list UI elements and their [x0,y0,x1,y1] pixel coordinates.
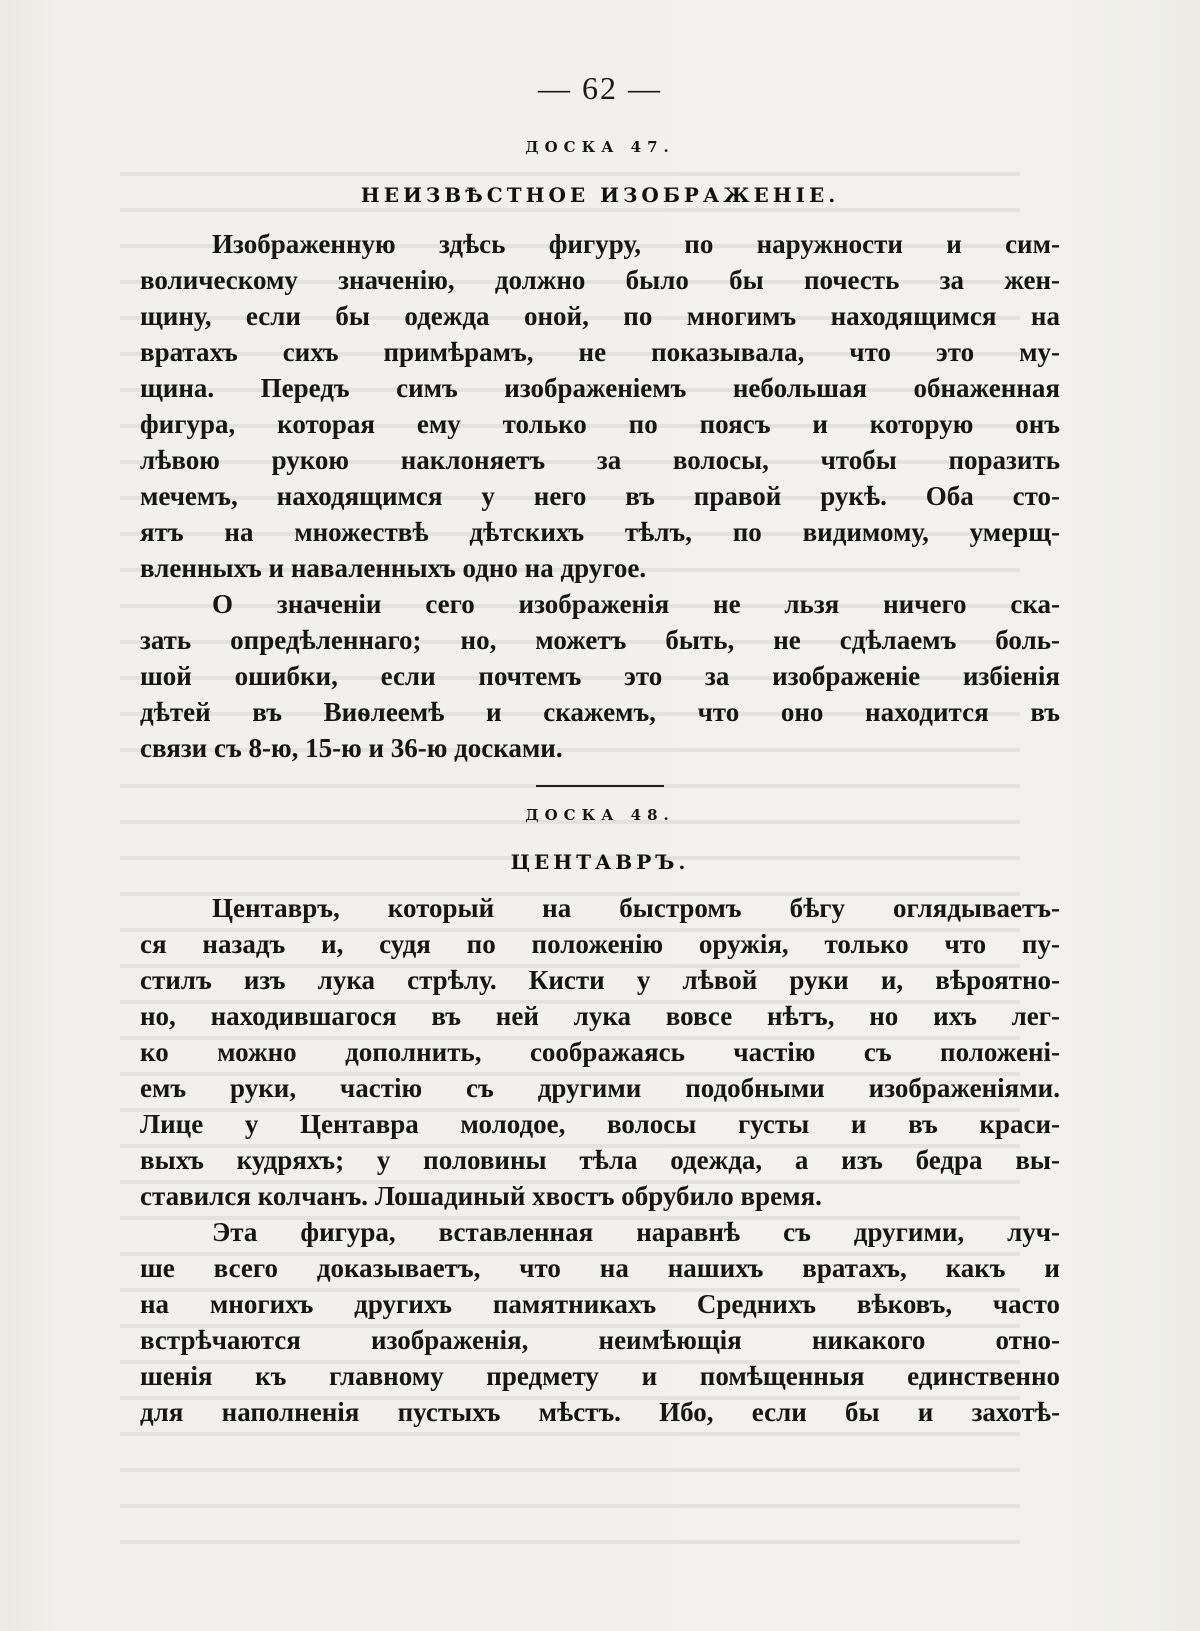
text-line: волическому значенію, должно было бы почесть за жен- [140,265,1060,295]
text-line: ко можно дополнить, соображаясь частію съ положені- [140,1037,1060,1067]
text-line: на многихъ другихъ памятникахъ Среднихъ вѣковъ, часто [140,1289,1060,1319]
text-line: но, находившагося въ ней лука вовсе нѣтъ, но ихъ лег- [140,1001,1060,1031]
text-line: вленныхъ и наваленныхъ одно на другое. [140,553,647,583]
text-line: зать опредѣленнаго; но, можетъ быть, не сдѣлаемъ боль- [140,625,1060,655]
text-line: шой ошибки, если почтемъ это за изображеніе избіенія [140,661,1060,691]
text-line: для наполненія пустыхъ мѣстъ. Ибо, если бы и захотѣ- [140,1397,1060,1427]
text-line: шенія къ главному предмету и помѣщенныя единственно [140,1361,1060,1391]
text-line: Изображенную здѣсь фигуру, по наружности и сим- [212,229,1060,259]
text-line: вратахъ сихъ примѣрамъ, не показывала, что это му- [140,337,1060,367]
section-2-text [140,890,1060,1430]
text-line: фигура, которая ему только по поясъ и которую онъ [140,409,1060,439]
text-line: ставился колчанъ. Лошадиный хвостъ обрубило время. [140,1181,822,1211]
text-line: ся назадъ и, судя по положенію оружія, только что пу- [140,929,1060,959]
section-title-centaur: ЦЕНТАВРЪ. [510,850,690,874]
text-line: щина. Передъ симъ изображеніемъ небольшая обнаженная [140,373,1060,403]
text-line: емъ руки, частію съ другими подобными изображеніями. [140,1073,1060,1103]
section-1-text [140,226,1060,766]
section-divider [536,785,664,787]
text-line: лѣвою рукою наклоняетъ за волосы, чтобы поразить [140,445,1060,475]
text-line: выхъ кудряхъ; у половины тѣла одежда, а изъ бедра вы- [140,1145,1060,1175]
text-line: щину, если бы одежда оной, по многимъ находящимся на [140,301,1060,331]
text-line: встрѣчаются изображенія, неимѣющія никакого отно- [140,1325,1060,1355]
text-line: мечемъ, находящимся у него въ правой рукѣ. Оба сто- [140,481,1060,511]
page-number: — 62 — [538,70,662,106]
text-line: дѣтей въ Виѳлеемѣ и скажемъ, что оно находится въ [140,697,1060,727]
text-line: ше всего доказываетъ, что на нашихъ вратахъ, какъ и [140,1253,1060,1283]
board-heading-48: ДОСКА 48. [525,806,675,824]
text-line: стилъ изъ лука стрѣлу. Кисти у лѣвой руки и, вѣроятно- [140,965,1060,995]
text-line: связи съ 8-ю, 15-ю и 36-ю досками. [140,733,563,763]
board-heading-47: ДОСКА 47. [525,138,675,156]
text-line: Лице у Центавра молодое, волосы густы и въ краси- [140,1109,1060,1139]
text-line: О значеніи сего изображенія не льзя ничего ска- [212,589,1060,619]
text-line: Центавръ, который на быстромъ бѣгу оглядываетъ- [212,893,1060,923]
text-line: Эта фигура, вставленная наравнѣ съ другими, луч- [212,1217,1060,1247]
text-line: ятъ на множествѣ дѣтскихъ тѣлъ, по видимому, умерщ- [140,517,1060,547]
section-title-unknown-image: НЕИЗВѢСТНОЕ ИЗОБРАЖЕНІЕ. [360,183,840,207]
